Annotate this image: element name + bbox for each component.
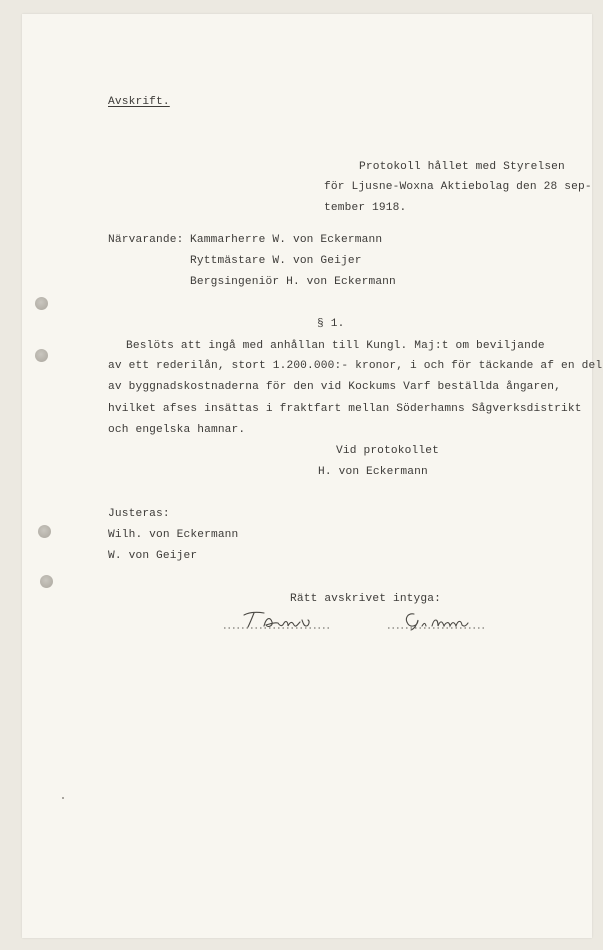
adjuster-name: Wilh. von Eckermann <box>108 529 239 541</box>
section-body-line: hvilket afses insättas i fraktfart mellan Söderhamns Sågverksdistrikt <box>108 403 582 415</box>
section-marker: § 1. <box>317 318 345 330</box>
protocol-heading-line-2: för Ljusne-Woxna Aktiebolag den 28 sep- <box>324 181 592 193</box>
adjuster-name: W. von Geijer <box>108 550 198 562</box>
section-body-line: Beslöts att ingå med anhållan till Kungl. Maj:t om beviljande <box>126 340 545 352</box>
attendee-name: Bergsingeniör H. von Eckermann <box>190 276 396 288</box>
document-page <box>22 14 603 938</box>
minutes-keeper-name: H. von Eckermann <box>318 466 428 478</box>
section-body-line: och engelska hamnar. <box>108 424 246 436</box>
minutes-keeper-label: Vid protokollet <box>336 445 439 457</box>
certification-label: Rätt avskrivet intyga: <box>290 593 441 605</box>
punch-hole <box>38 525 51 538</box>
paper-speck <box>62 797 64 799</box>
signature-right <box>384 606 494 634</box>
punch-hole <box>35 297 48 310</box>
protocol-heading-line-3: tember 1918. <box>324 202 407 214</box>
adjusters-label: Justeras: <box>108 508 170 520</box>
section-body-line: av ett rederilån, stort 1.200.000:- kronor, i och för täckande af en del <box>108 360 603 372</box>
protocol-heading-line-1: Protokoll hållet med Styrelsen <box>359 161 565 173</box>
punch-hole <box>35 349 48 362</box>
attendee-name: Ryttmästare W. von Geijer <box>190 255 362 267</box>
attendee-name: Kammarherre W. von Eckermann <box>190 234 383 246</box>
document-title: Avskrift. <box>108 96 170 108</box>
signature-left <box>220 606 340 634</box>
section-body-line: av byggnadskostnaderna för den vid Kockums Varf beställda ångaren, <box>108 381 561 393</box>
punch-hole <box>40 575 53 588</box>
attendees-label: Närvarande: <box>108 234 184 246</box>
